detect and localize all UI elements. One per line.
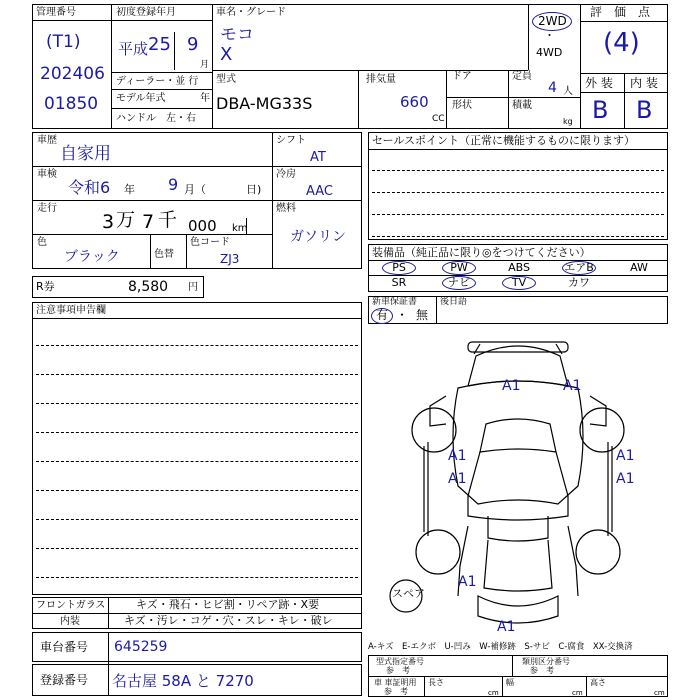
color-change-label: 色替 bbox=[154, 249, 174, 260]
mileage-label: 走行 bbox=[37, 203, 57, 214]
equipment-item: PS bbox=[392, 261, 406, 274]
km-unit: km bbox=[232, 223, 248, 234]
height-label: 高さ bbox=[590, 678, 606, 687]
width-label: 幅 bbox=[506, 678, 514, 687]
type-spec-ref: 参 考 bbox=[386, 666, 410, 675]
capacity-unit: 人 bbox=[563, 86, 573, 97]
kanri-num1: 202406 bbox=[40, 64, 105, 84]
front-glass-text: キズ・飛石・ヒビ割・リペア跡・X要 bbox=[136, 598, 320, 611]
warranty-yes: 有 bbox=[376, 308, 389, 322]
category-label: 類別区分番号 bbox=[522, 657, 570, 666]
man-unit: 万 bbox=[116, 209, 136, 231]
equipment-label: 装備品（純正品に限り◎をつけてください） bbox=[372, 246, 591, 259]
fuel: ガソリン bbox=[290, 229, 346, 245]
mileage-sen: 7 bbox=[142, 211, 155, 233]
inspection-year-unit: 年 bbox=[124, 183, 135, 196]
equipment-item: SR bbox=[391, 276, 407, 289]
door-label: ドア bbox=[452, 71, 472, 82]
damage-mark: A1 bbox=[563, 378, 582, 394]
reg-month: 9 bbox=[187, 34, 199, 55]
inspection-month-unit: 月（ bbox=[184, 183, 206, 196]
ac: AAC bbox=[306, 184, 333, 199]
damage-mark: A1 bbox=[616, 448, 635, 464]
inspection-month: 9 bbox=[168, 175, 179, 194]
damage-mark: A1 bbox=[448, 471, 467, 487]
mileage-rest: 000 bbox=[188, 217, 217, 235]
interior-label: 内装 bbox=[60, 616, 80, 627]
color: ブラック bbox=[64, 249, 120, 265]
ac-label: 冷房 bbox=[276, 169, 296, 180]
sen-unit: 千 bbox=[158, 209, 178, 231]
inspection-day-unit: 日) bbox=[246, 183, 262, 196]
rating: (4) bbox=[603, 28, 640, 58]
equipment-item: エアB bbox=[564, 261, 594, 274]
kanri-num2: 01850 bbox=[44, 94, 99, 114]
type-spec-label: 型式指定番号 bbox=[376, 657, 424, 666]
fuel-label: 燃料 bbox=[276, 203, 296, 214]
cert-ref: 参 考 bbox=[384, 687, 408, 696]
damage-mark: A1 bbox=[458, 574, 477, 590]
damage-mark: A1 bbox=[497, 619, 516, 635]
history: 自家用 bbox=[60, 144, 111, 164]
notes-label: 注意事項申告欄 bbox=[36, 305, 106, 316]
reg-number: 名古屋 58A と 7270 bbox=[112, 672, 254, 690]
inspection-label: 車検 bbox=[37, 169, 57, 180]
width-cm: cm bbox=[572, 689, 583, 697]
handle-label: ハンドル 左・右 bbox=[116, 113, 196, 124]
model-year-label: モデル年式 bbox=[116, 93, 166, 104]
kg-unit: kg bbox=[563, 117, 573, 126]
exterior-label: 外 装 bbox=[585, 76, 613, 90]
dealer-label: ディーラー・並 行 bbox=[116, 76, 199, 87]
rating-label: 評 価 点 bbox=[590, 5, 651, 19]
drive-2wd: 2WD bbox=[538, 14, 567, 28]
damage-mark: A1 bbox=[616, 471, 635, 487]
era: 平成 bbox=[118, 40, 149, 58]
month-unit: 月 bbox=[200, 60, 210, 70]
interior-grade: B bbox=[636, 96, 653, 124]
recycle-amount: 8,580 bbox=[128, 279, 169, 295]
first-reg-label: 初度登録年月 bbox=[116, 7, 176, 18]
equipment-circle bbox=[382, 261, 416, 275]
cert-label: 車 車証明用 bbox=[374, 678, 417, 687]
shift-label: シフト bbox=[276, 135, 306, 146]
height-cm: cm bbox=[654, 689, 665, 697]
damage-mark: A1 bbox=[448, 448, 467, 464]
chassis: 645259 bbox=[114, 639, 168, 655]
front-glass-label: フロントガラス bbox=[36, 600, 106, 611]
sales-point-label: セールスポイント（正常に機能するものに限ります） bbox=[372, 134, 636, 147]
drive-dot: ・ bbox=[544, 29, 555, 42]
interior-text: キズ・汚レ・コゲ・穴・スレ・キレ・破レ bbox=[124, 614, 333, 627]
displacement: 660 bbox=[400, 93, 429, 111]
recycle-label: R券 bbox=[36, 280, 55, 293]
interior-label: 内 装 bbox=[630, 76, 658, 90]
year-unit: 年 bbox=[200, 93, 210, 104]
equipment-item: PW bbox=[450, 261, 468, 274]
equipment-circle bbox=[562, 261, 596, 275]
equipment-circle bbox=[502, 276, 536, 290]
kanri-t: (T1) bbox=[46, 32, 81, 52]
spare-label: スペア bbox=[392, 587, 425, 600]
shift: AT bbox=[310, 150, 326, 165]
drive-4wd: 4WD bbox=[536, 46, 563, 59]
car-name-label: 車名・グレード bbox=[216, 7, 286, 18]
exterior-grade: B bbox=[592, 96, 609, 124]
equipment-circle bbox=[442, 261, 476, 275]
chassis-label: 車台番号 bbox=[40, 640, 89, 654]
equipment-item: ナビ bbox=[448, 276, 470, 289]
color-code-label: 色コード bbox=[190, 237, 230, 248]
car-name: モコ bbox=[220, 25, 254, 45]
color-code: ZJ3 bbox=[220, 252, 240, 266]
recycle-unit: 円 bbox=[188, 282, 198, 293]
equipment-item: カワ bbox=[568, 276, 590, 289]
color-label: 色 bbox=[37, 237, 47, 248]
category-ref: 参 考 bbox=[530, 666, 554, 675]
load-label: 積載 bbox=[512, 100, 532, 111]
equipment-circle bbox=[442, 276, 476, 290]
history-label: 車歴 bbox=[37, 135, 57, 146]
recycle-box bbox=[32, 276, 204, 298]
inspection-era: 令和6 bbox=[68, 178, 111, 197]
reg-label: 登録番号 bbox=[40, 673, 89, 687]
equipment-item: TV bbox=[511, 276, 527, 289]
mileage-man: 3 bbox=[102, 211, 115, 233]
displacement-label: 排気量 bbox=[366, 74, 396, 85]
capacity: 4 bbox=[548, 80, 557, 96]
warranty-no: 無 bbox=[416, 308, 429, 322]
kanri-label: 管理番号 bbox=[36, 7, 76, 18]
header-section bbox=[32, 4, 668, 129]
type-value: DBA-MG33S bbox=[216, 94, 313, 113]
capacity-label: 定員 bbox=[512, 71, 532, 82]
grade: X bbox=[220, 44, 233, 65]
shape-label: 形状 bbox=[452, 100, 472, 111]
length-label: 長さ bbox=[428, 678, 444, 687]
damage-mark: A1 bbox=[502, 378, 521, 394]
equipment-item: AW bbox=[630, 261, 648, 274]
reg-year: 25 bbox=[148, 34, 171, 55]
warranty-sep: ・ bbox=[396, 308, 409, 322]
cc-unit: CC bbox=[432, 114, 445, 124]
equipment-item: ABS bbox=[508, 261, 530, 274]
type-label: 型式 bbox=[216, 74, 236, 85]
length-cm: cm bbox=[488, 689, 499, 697]
damage-legend: A-キズ E-エクボ U-凹み W-補修跡 S-サビ C-腐食 XX-交換済 bbox=[368, 642, 633, 652]
warranty-label: 新車保証書 bbox=[372, 297, 418, 307]
rear-seat-label: 後日語 bbox=[440, 297, 468, 307]
